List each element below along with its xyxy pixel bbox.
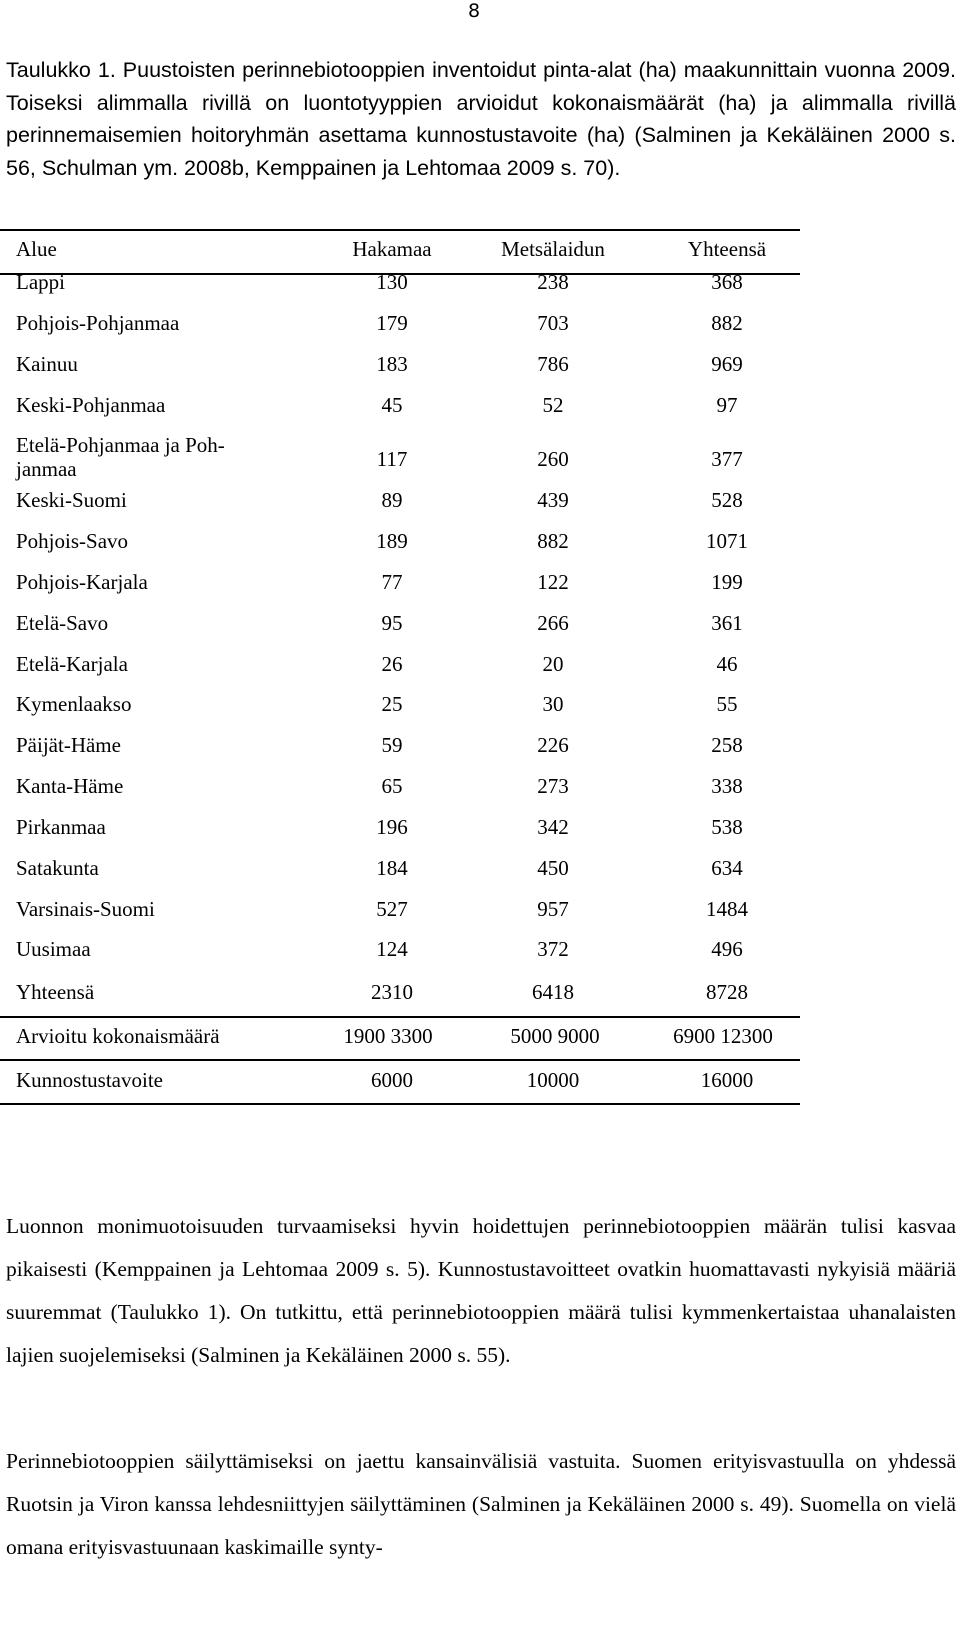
table-row	[0, 937, 800, 977]
table-row	[0, 856, 800, 896]
cell-yhteensa: 1484	[706, 897, 748, 921]
cell-region: Kymenlaakso	[16, 692, 132, 716]
estimate-label: Arvioitu kokonaismäärä	[16, 1024, 220, 1048]
cell-hakamaa: 25	[381, 692, 403, 716]
cell-metsalaidun: 703	[537, 311, 569, 335]
cell-metsalaidun: 342	[537, 815, 569, 839]
cell-metsalaidun: 957	[537, 897, 569, 921]
cell-yhteensa: 97	[716, 393, 738, 417]
table-row	[0, 774, 800, 814]
table-row	[0, 652, 800, 692]
cell-hakamaa: 26	[381, 652, 403, 676]
header-alue: Alue	[16, 237, 57, 261]
estimate-hakamaa: 1900 3300	[343, 1024, 433, 1048]
cell-yhteensa: 969	[711, 352, 743, 376]
cell-yhteensa: 199	[711, 570, 743, 594]
cell-metsalaidun: 372	[537, 937, 569, 961]
cell-yhteensa: 258	[711, 733, 743, 757]
cell-metsalaidun: 273	[537, 774, 569, 798]
table-top-rule	[0, 229, 800, 231]
table-row	[0, 488, 800, 528]
cell-metsalaidun: 226	[537, 733, 569, 757]
cell-hakamaa: 183	[376, 352, 408, 376]
cell-hakamaa: 59	[381, 733, 403, 757]
table-row	[0, 352, 800, 392]
cell-yhteensa: 538	[711, 815, 743, 839]
cell-hakamaa: 45	[381, 393, 403, 417]
cell-yhteensa: 634	[711, 856, 743, 880]
cell-region: Pohjois-Pohjanmaa	[16, 311, 180, 335]
cell-yhteensa: 368	[711, 270, 743, 294]
cell-yhteensa: 1071	[706, 529, 748, 553]
cell-hakamaa: 130	[376, 270, 408, 294]
cell-metsalaidun: 882	[537, 529, 569, 553]
cell-region: Lappi	[16, 270, 65, 294]
cell-region: Pirkanmaa	[16, 815, 106, 839]
cell-metsalaidun: 266	[537, 611, 569, 635]
target-hakamaa: 6000	[371, 1068, 413, 1092]
header-yhteensa: Yhteensä	[687, 237, 767, 261]
cell-metsalaidun: 30	[542, 692, 564, 716]
cell-region: Pohjois-Karjala	[16, 570, 148, 594]
table-row	[0, 815, 800, 855]
table-row	[0, 692, 800, 732]
target-yhteensa: 16000	[700, 1068, 754, 1092]
cell-region: Keski-Suomi	[16, 488, 127, 512]
body-paragraph-2: Perinnebiotooppien säilyttämiseksi on jaettu kansainvälisiä vastuita. Suomen erityisvastuulla on yhdessä Ruotsin ja Viron kanssa lehdesniittyjen säilyttäminen (Salminen ja Kekäläinen 2000 s. 49). Suomella on vielä omana erityisvastuunaan kaskimaille synty-	[6, 1449, 956, 1559]
cell-yhteensa: 55	[716, 692, 738, 716]
table-total-row	[0, 980, 800, 1020]
target-label: Kunnostustavoite	[16, 1068, 163, 1092]
table-target-row	[0, 1068, 800, 1108]
table-row	[0, 897, 800, 937]
cell-metsalaidun: 20	[542, 652, 564, 676]
table-estimate-row	[0, 1024, 800, 1064]
cell-region: Satakunta	[16, 856, 99, 880]
cell-hakamaa: 184	[376, 856, 408, 880]
cell-region: Kainuu	[16, 352, 78, 376]
table-row	[0, 270, 800, 310]
total-label: Yhteensä	[16, 980, 95, 1004]
cell-yhteensa: 338	[711, 774, 743, 798]
cell-region: Pohjois-Savo	[16, 529, 129, 553]
cell-metsalaidun: 786	[537, 352, 569, 376]
total-metsalaidun: 6418	[532, 980, 574, 1004]
page-number: 8	[468, 0, 481, 22]
cell-yhteensa: 496	[711, 937, 743, 961]
cell-region: Etelä-Karjala	[16, 652, 128, 676]
table-row	[0, 529, 800, 569]
table-row	[0, 433, 800, 481]
cell-region: Etelä-Savo	[16, 611, 109, 635]
cell-region: Kanta-Häme	[16, 774, 124, 798]
table-row	[0, 393, 800, 433]
table-row	[0, 311, 800, 351]
cell-region: Varsinais-Suomi	[16, 897, 155, 921]
cell-hakamaa: 117	[376, 447, 408, 471]
table-row	[0, 611, 800, 651]
cell-metsalaidun: 122	[537, 570, 569, 594]
cell-region: Päijät-Häme	[16, 733, 121, 757]
cell-region: Uusimaa	[16, 937, 91, 961]
cell-metsalaidun: 439	[537, 488, 569, 512]
total-yhteensa: 8728	[706, 980, 748, 1004]
cell-yhteensa: 882	[711, 311, 743, 335]
cell-yhteensa: 46	[716, 652, 738, 676]
estimate-yhteensa: 6900 12300	[673, 1024, 773, 1048]
header-metsalaidun: Metsälaidun	[501, 237, 605, 261]
cell-hakamaa: 189	[376, 529, 408, 553]
cell-yhteensa: 528	[711, 488, 743, 512]
header-hakamaa: Hakamaa	[352, 237, 432, 261]
cell-region: Etelä-Pohjanmaa ja Poh- janmaa	[16, 433, 225, 481]
cell-hakamaa: 179	[376, 311, 408, 335]
table-row	[0, 570, 800, 610]
cell-metsalaidun: 260	[537, 447, 569, 471]
cell-hakamaa: 65	[381, 774, 403, 798]
cell-metsalaidun: 52	[542, 393, 564, 417]
estimate-metsalaidun: 5000 9000	[510, 1024, 600, 1048]
total-hakamaa: 2310	[371, 980, 413, 1004]
body-paragraph-1: Luonnon monimuotoisuuden turvaamiseksi hyvin hoidettujen perinnebiotooppien määrän tulisi kasvaa pikaisesti (Kemppainen ja Lehtomaa 2009 s. 5). Kunnostustavoitteet ovatkin huomattavasti nykyisiä määriä suuremmat (Taulukko 1). On tutkittu, että perinnebiotooppien määrä tulisi kymmenkertaistaa uhanalaisten lajien suojelemiseksi (Salminen ja Kekäläinen 2000 s. 55).	[6, 1214, 956, 1367]
cell-hakamaa: 196	[376, 815, 408, 839]
cell-yhteensa: 377	[711, 447, 743, 471]
cell-metsalaidun: 450	[537, 856, 569, 880]
cell-hakamaa: 527	[376, 897, 408, 921]
cell-hakamaa: 95	[381, 611, 403, 635]
cell-hakamaa: 77	[381, 570, 403, 594]
table-caption: Taulukko 1. Puustoisten perinnebiotooppien inventoidut pinta-alat (ha) maakunnittain vuonna 2009. Toiseksi alimmalla rivillä on luontotyyppien arvioidut kokonaismäärät (ha) ja alimmalla rivillä perinnemaisemien hoitoryhmän asettama kunnostustavoite (ha) (Salminen ja Kekäläinen 2000 s. 56, Schulman ym. 2008b, Kemppainen ja Lehtomaa 2009 s. 70).	[6, 58, 956, 180]
cell-hakamaa: 124	[376, 937, 408, 961]
cell-hakamaa: 89	[381, 488, 403, 512]
target-metsalaidun: 10000	[526, 1068, 580, 1092]
cell-yhteensa: 361	[711, 611, 743, 635]
table-row	[0, 733, 800, 773]
cell-region: Keski-Pohjanmaa	[16, 393, 166, 417]
cell-metsalaidun: 238	[537, 270, 569, 294]
